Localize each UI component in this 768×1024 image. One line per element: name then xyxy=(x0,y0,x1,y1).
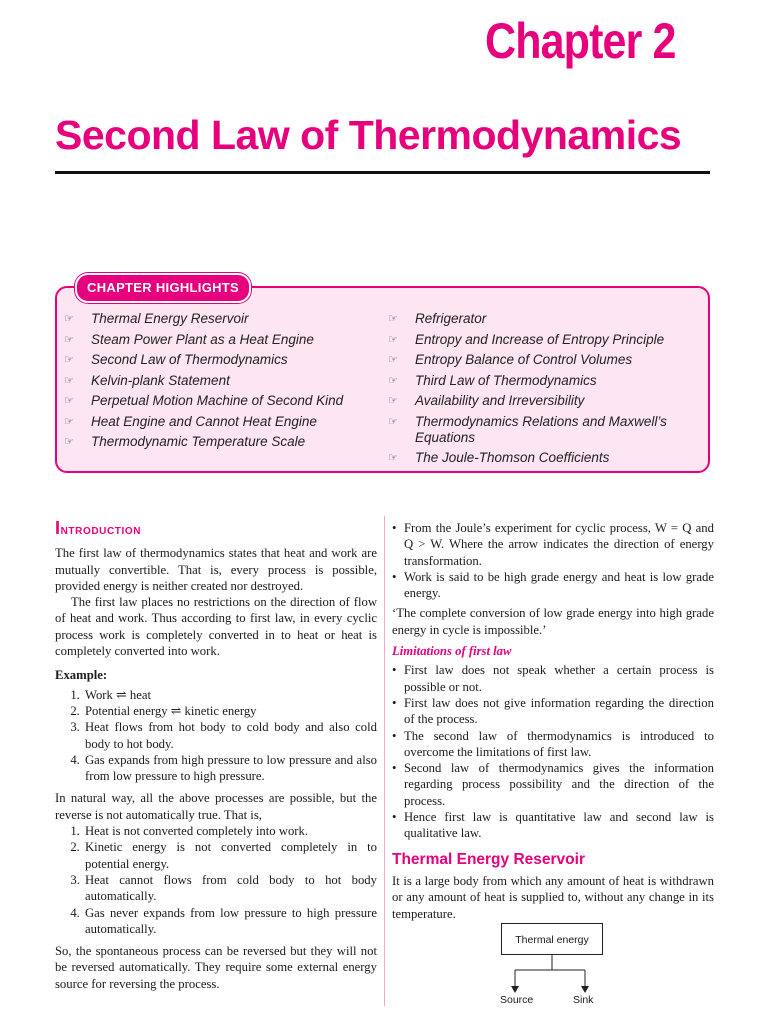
highlight-item: ☞ Thermodynamics Relations and Maxwell’s Equations xyxy=(388,413,667,445)
intro-paragraph-3: In natural way, all the above processes are possible, but the reverse is not automatically true. That is, xyxy=(55,791,377,822)
list-item: • First law does not speak whether a certain process is possible or not. xyxy=(392,663,714,694)
list-item: • Hence first law is quantitative law and second law is qualitative law. xyxy=(392,810,714,841)
highlight-item: ☞ Thermodynamic Temperature Scale xyxy=(64,434,306,449)
pointing-hand-icon: ☞ xyxy=(64,395,74,407)
pointing-hand-icon: ☞ xyxy=(64,436,74,448)
list-item: 2. Potential energy ⇌ kinetic energy xyxy=(83,703,377,719)
highlight-item: ☞ Kelvin-plank Statement xyxy=(64,372,230,388)
thermal-energy-diagram xyxy=(470,920,630,1020)
thermal-reservoir-paragraph: It is a large body from which any amount of heat is withdrawn or any amount of heat is supplied to, without any change in its temperature. xyxy=(392,873,714,921)
pointing-hand-icon: ☞ xyxy=(388,313,398,325)
source-label: Source xyxy=(500,994,534,1006)
highlight-item: ☞ Refrigerator xyxy=(388,311,487,326)
highlight-item: ☞ Perpetual Motion Machine of Second Kind xyxy=(64,393,344,408)
thermal-reservoir-heading: Thermal Energy Reservoir xyxy=(392,850,585,868)
list-item: • Work is said to be high grade energy and heat is low grade energy. xyxy=(392,569,714,601)
list-item: 4. Gas never expands from low pressure to high pressure automatically. xyxy=(83,905,377,938)
title-divider xyxy=(55,171,710,174)
list-item: 3. Heat flows from hot body to cold body and also cold body to hot body. xyxy=(83,719,377,752)
pointing-hand-icon: ☞ xyxy=(388,452,398,464)
highlight-item: ☞ Entropy Balance of Control Volumes xyxy=(388,352,633,367)
pointing-hand-icon: ☞ xyxy=(64,415,74,428)
right-column xyxy=(392,520,714,922)
highlight-item: ☞ Second Law of Thermodynamics xyxy=(64,352,288,367)
list-item: • The second law of thermodynamics is introduced to overcome the limitations of first law. xyxy=(392,728,714,759)
chapter-highlights-tab: CHAPTER HIGHLIGHTS xyxy=(75,273,251,303)
limitations-list xyxy=(392,662,714,841)
highlight-item: ☞ Steam Power Plant as a Heat Engine xyxy=(64,331,314,347)
column-divider xyxy=(384,516,385,1006)
facts-list xyxy=(55,823,377,937)
highlight-item: ☞ Thermal Energy Reservoir xyxy=(64,311,249,326)
intro-paragraph-2: The first law places no restrictions on the direction of flow of heat and work. Thus according to first law, in every cyclic process work is completely converted in to heat or heat is completely converted into work. xyxy=(55,595,377,659)
list-item: 4. Gas expands from high pressure to low pressure and also from low pressure to high pressure. xyxy=(83,752,377,785)
highlight-item: ☞ The Joule-Thomson Coefficients xyxy=(388,450,610,465)
pointing-hand-icon: ☞ xyxy=(388,415,398,428)
page-title: Second Law of Thermodynamics xyxy=(55,112,682,158)
thermal-energy-box: Thermal energy xyxy=(501,923,603,955)
quote-paragraph: ‘The complete conversion of low grade energy into high grade energy in cycle is impossible.’ xyxy=(392,606,714,637)
pointing-hand-icon: ☞ xyxy=(64,333,74,346)
highlight-item: ☞ Entropy and Increase of Entropy Principle xyxy=(388,331,665,347)
chapter-label: Chapter 2 xyxy=(485,13,676,69)
highlight-item: ☞ Availability and Irreversibility xyxy=(388,393,585,408)
highlights-right-list xyxy=(388,311,688,471)
left-column xyxy=(55,520,377,992)
list-item: 2. Kinetic energy is not converted completely in to potential energy. xyxy=(83,839,377,872)
list-item: 3. Heat cannot flows from cold body to hot body automatically. xyxy=(83,872,377,905)
highlight-item: ☞ Heat Engine and Cannot Heat Engine xyxy=(64,413,317,429)
pointing-hand-icon: ☞ xyxy=(64,374,74,387)
list-item: • From the Joule’s experiment for cyclic process, W = Q and Q > W. Where the arrow indicates the direction of energy transformation. xyxy=(392,521,714,568)
intro-paragraph-1: The first law of thermodynamics states that heat and work are mutually convertible. That is, every process is possible, provided energy is neither created nor destroyed. xyxy=(55,546,377,593)
limitations-heading: Limitations of first law xyxy=(392,644,512,659)
pointing-hand-icon: ☞ xyxy=(388,395,398,407)
diagram-connector-lines xyxy=(470,920,630,1020)
pointing-hand-icon: ☞ xyxy=(388,333,398,346)
list-item: 1. Work ⇌ heat xyxy=(83,687,377,703)
example-label: Example: xyxy=(55,668,108,683)
examples-list xyxy=(55,687,377,785)
list-item: 1. Heat is not converted completely into work. xyxy=(83,823,377,839)
intro-paragraph-4: So, the spontaneous process can be reversed but they will not be reversed automatically. They require some external energy source for reversing the process. xyxy=(55,944,377,991)
pointing-hand-icon: ☞ xyxy=(64,354,74,366)
highlight-item: ☞ Third Law of Thermodynamics xyxy=(388,372,597,388)
sink-label: Sink xyxy=(573,994,594,1006)
list-item: • Second law of thermodynamics gives the information regarding process possibility and the direction of the process. xyxy=(392,761,714,808)
introduction-heading: Introduction xyxy=(55,518,142,538)
highlights-left-list xyxy=(64,311,364,455)
pointing-hand-icon: ☞ xyxy=(388,374,398,387)
list-item: • First law does not give information regarding the direction of the process. xyxy=(392,695,714,727)
pointing-hand-icon: ☞ xyxy=(388,354,398,366)
pointing-hand-icon: ☞ xyxy=(64,313,74,325)
joule-bullets xyxy=(392,520,714,601)
